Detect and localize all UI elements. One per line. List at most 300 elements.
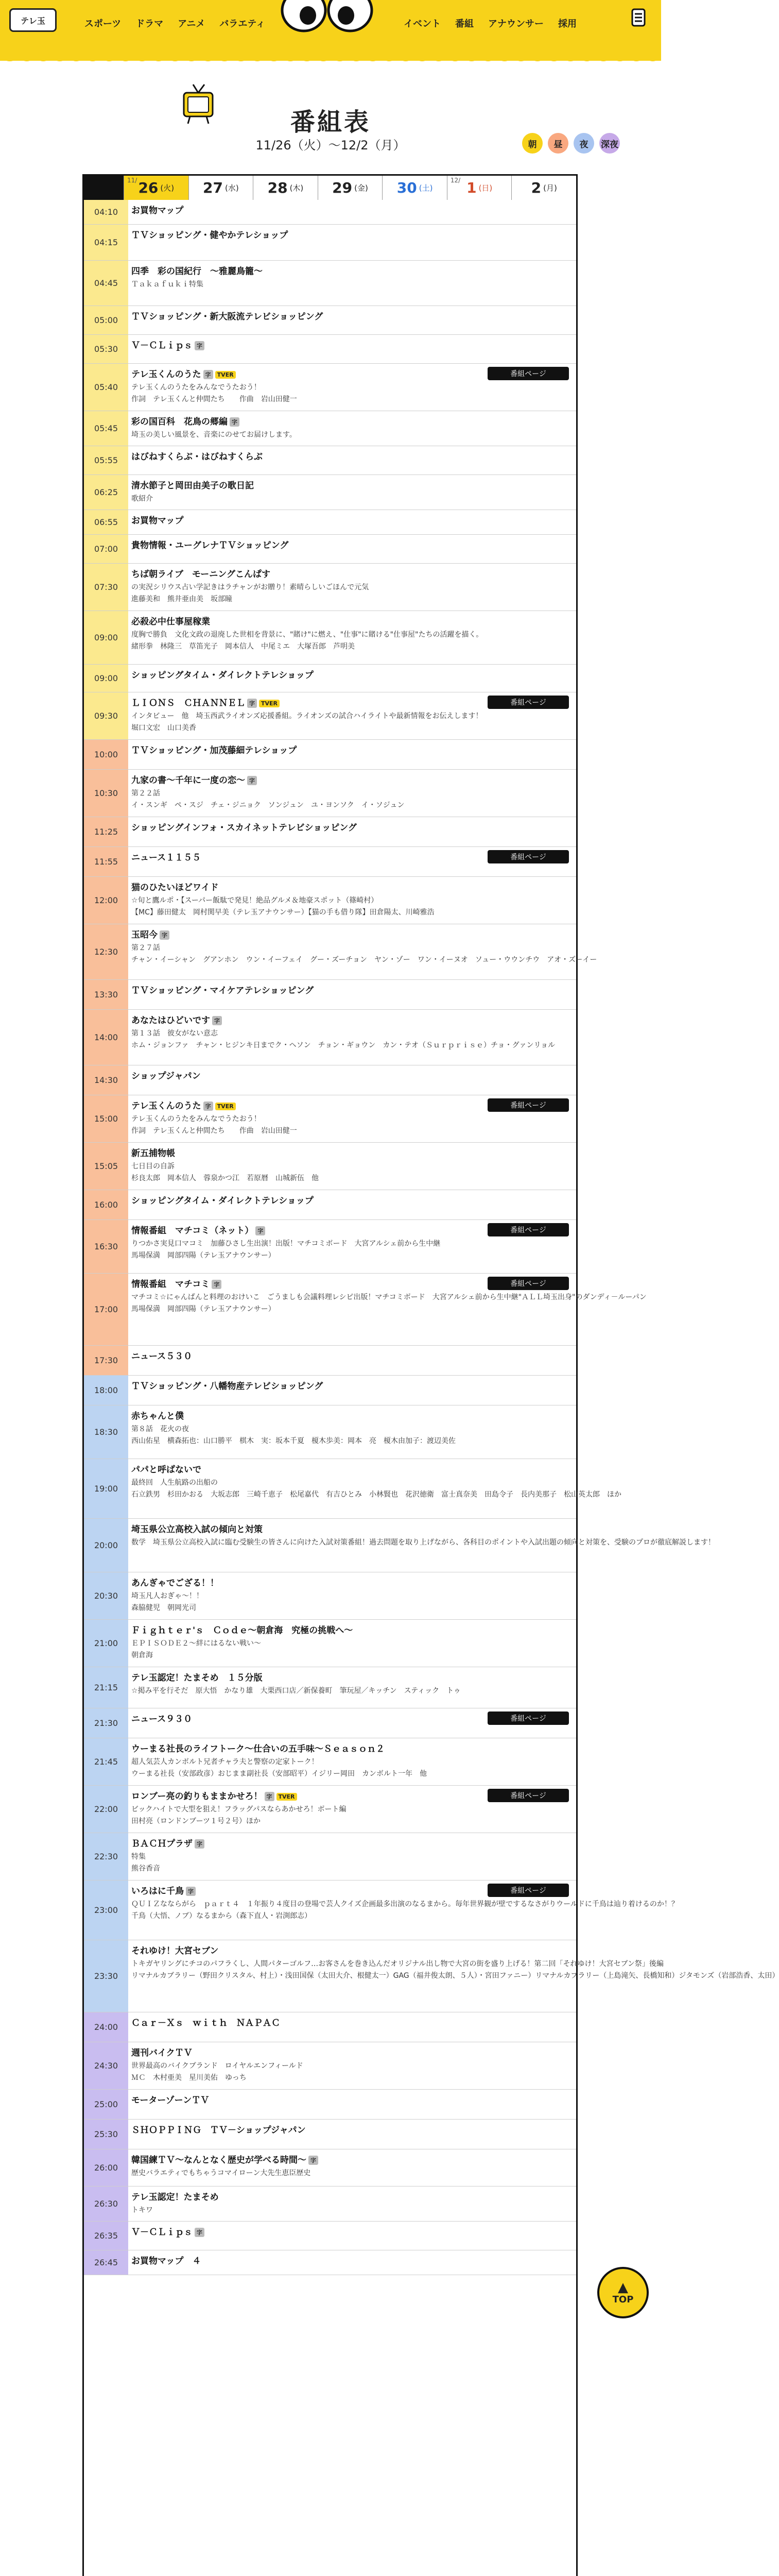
nav-item[interactable]: スポーツ bbox=[84, 19, 122, 29]
program-title-text: ウーまる社長のライフトーク～仕合いの五手味～Ｓｅａｓｏｎ２ bbox=[131, 1744, 385, 1754]
program-row bbox=[84, 817, 576, 847]
program-title-text: 新五捕物帳 bbox=[131, 1148, 175, 1159]
program-time: 05:45 bbox=[84, 411, 128, 446]
program-desc: 七日目の自訴 bbox=[131, 1162, 175, 1171]
program-cell[interactable] bbox=[131, 2090, 576, 2119]
date-day: 29 bbox=[332, 179, 353, 196]
program-title[interactable] bbox=[131, 1575, 571, 1588]
program-title[interactable] bbox=[131, 2225, 571, 2238]
program-cast: 千鳥（大悟、ノブ）なるまから（森下直人・岩渕郎志） bbox=[131, 1912, 312, 1920]
program-title[interactable] bbox=[131, 668, 571, 681]
program-title-text: ＴＶショッピング・新大阪流テレビショッピング bbox=[131, 312, 323, 322]
program-title[interactable] bbox=[131, 414, 571, 427]
date-tab[interactable] bbox=[447, 176, 512, 200]
program-row bbox=[84, 1708, 576, 1738]
program-time: 14:00 bbox=[84, 1010, 128, 1065]
program-title[interactable] bbox=[131, 1193, 571, 1206]
date-weekday: (火) bbox=[160, 183, 175, 193]
program-row bbox=[84, 1274, 647, 1346]
program-desc: 超人気芸人カンボルト兄者チャラ夫と警察の定家トーク！ bbox=[131, 1758, 319, 1766]
program-title[interactable] bbox=[131, 743, 571, 756]
program-time: 20:30 bbox=[84, 1572, 128, 1619]
program-title[interactable] bbox=[131, 1379, 571, 1392]
program-cell[interactable] bbox=[131, 877, 576, 924]
program-cell[interactable] bbox=[131, 2222, 576, 2250]
program-title-text: 猫のひたいほどワイド bbox=[131, 883, 219, 893]
program-cell[interactable] bbox=[131, 1940, 779, 2012]
program-cell[interactable] bbox=[131, 2120, 576, 2149]
date-tabs bbox=[82, 174, 578, 200]
caption-badge: 字 bbox=[195, 1839, 204, 1849]
program-title[interactable] bbox=[131, 1069, 571, 1081]
program-desc: りつかさ実見口マコミ 加藤ひさし生出演！出版！マチコミボード 大宮アルシェ前から生中継 bbox=[131, 1240, 441, 1248]
program-cell[interactable] bbox=[131, 1376, 576, 1405]
program-cast: イ・スンギ ペ・スジ チェ・ジニョク ソンジュン ユ・ヨンソク イ・ソジュン bbox=[131, 801, 405, 809]
program-title-text: ＳＨＯＰＰＩＮＧ ＴＶ－ショップジャパン bbox=[131, 2125, 306, 2136]
program-time: 13:30 bbox=[84, 980, 128, 1009]
program-cast: 馬場保満 岡部四陽（テレ玉アナウンサー） bbox=[131, 1305, 275, 1313]
program-title[interactable] bbox=[131, 1836, 571, 1849]
program-title-text: Ｆｉｇｈｔｅｒ'ｓ Ｃｏｄｅ～朝倉海 究極の挑戦へ～ bbox=[131, 1625, 353, 1636]
program-title[interactable] bbox=[131, 567, 571, 580]
back-to-top-button[interactable] bbox=[597, 2267, 649, 2318]
program-time: 19:00 bbox=[84, 1459, 128, 1518]
program-time: 23:00 bbox=[84, 1880, 128, 1940]
program-row bbox=[84, 2222, 576, 2250]
tver-badge: TVER bbox=[259, 700, 280, 707]
program-title[interactable] bbox=[131, 513, 571, 526]
program-title[interactable] bbox=[131, 2093, 571, 2106]
program-title-text: 貴物情報・ユーグレナＴＶショッピング bbox=[131, 540, 289, 551]
program-title-text: 韓国練ＴＶ～なんとなく歴史が学べる時間～ bbox=[131, 2155, 306, 2165]
program-page-button[interactable]: 番組ページ bbox=[488, 850, 569, 863]
program-cell[interactable] bbox=[131, 847, 576, 876]
program-cell[interactable] bbox=[131, 1095, 576, 1142]
program-time: 23:30 bbox=[84, 1940, 128, 2012]
program-title-text: ショップジャパン bbox=[131, 1071, 201, 1081]
date-month: 12/ bbox=[450, 177, 461, 184]
program-cell[interactable] bbox=[131, 1190, 576, 1219]
program-page-button[interactable]: 番組ページ bbox=[488, 1098, 569, 1112]
program-cell[interactable] bbox=[131, 2187, 576, 2221]
program-page-button[interactable]: 番組ページ bbox=[488, 1884, 569, 1897]
program-desc: の実況シリウス占い学記きはラチャンがお贈り！素晴らしいごほんで元気 bbox=[131, 583, 369, 591]
program-cell[interactable] bbox=[131, 1738, 576, 1785]
program-cast: 杉良太郎 岡本信人 蓉泉かつ江 若原暦 山城新伍 他 bbox=[131, 1174, 319, 1182]
program-title[interactable] bbox=[131, 203, 571, 216]
caption-badge: 字 bbox=[186, 1887, 196, 1896]
program-cell[interactable] bbox=[131, 446, 576, 474]
program-cell[interactable] bbox=[131, 1010, 576, 1065]
program-time: 24:30 bbox=[84, 2042, 128, 2089]
program-cell[interactable] bbox=[131, 1833, 576, 1880]
caption-badge: 字 bbox=[212, 1016, 222, 1025]
program-row bbox=[84, 2250, 576, 2275]
program-cell[interactable] bbox=[131, 1880, 679, 1940]
program-title-text: ＴＶショッピング・八幡物産テレビショッピング bbox=[131, 1381, 323, 1392]
program-time: 18:30 bbox=[84, 1405, 128, 1459]
program-title[interactable] bbox=[131, 538, 571, 551]
tver-badge: TVER bbox=[215, 371, 236, 379]
program-cell[interactable] bbox=[131, 225, 576, 260]
program-row bbox=[84, 2187, 576, 2222]
program-time: 26:35 bbox=[84, 2222, 128, 2250]
program-title-text: テレ玉くんのうた bbox=[131, 1101, 201, 1111]
program-time: 24:00 bbox=[84, 2012, 128, 2042]
program-cast: 田村亮（ロンドンブーツ１号２号）ほか bbox=[131, 1817, 261, 1825]
program-time: 12:30 bbox=[84, 924, 128, 979]
program-desc: 埼玉凡人おぎゃ～！！ bbox=[131, 1592, 203, 1600]
program-cast: 進藤美和 熊井亜由美 坂部瞳 bbox=[131, 595, 232, 603]
program-cell[interactable] bbox=[131, 2149, 576, 2186]
program-cell[interactable] bbox=[131, 817, 576, 846]
program-title[interactable] bbox=[131, 1349, 571, 1362]
program-cell[interactable] bbox=[131, 2250, 576, 2275]
nav-item[interactable]: イベント bbox=[404, 19, 441, 29]
program-cell[interactable] bbox=[131, 1620, 576, 1667]
caption-badge: 字 bbox=[212, 1280, 221, 1289]
program-cast: 森脇健児 朝岡光司 bbox=[131, 1604, 196, 1612]
program-time: 21:45 bbox=[84, 1738, 128, 1785]
program-title[interactable] bbox=[131, 1943, 571, 1956]
date-day: 28 bbox=[267, 179, 288, 196]
program-time: 26:30 bbox=[84, 2187, 128, 2221]
program-cell[interactable] bbox=[131, 611, 576, 664]
nav-item[interactable]: アニメ bbox=[178, 19, 205, 29]
program-cell[interactable] bbox=[131, 1459, 621, 1518]
program-title-text: 彩の国百科 花鳥の郷編 bbox=[131, 417, 228, 427]
program-title[interactable] bbox=[131, 820, 571, 833]
program-desc: ☆旬と鷹ルポ・【スーパー飯駄で発見！絶品グルメ＆地豪スポット（篠崎村） bbox=[131, 896, 378, 905]
program-cell[interactable] bbox=[131, 1065, 576, 1095]
program-time: 09:30 bbox=[84, 692, 128, 739]
program-title-text: Ｖ－ＣＬｉｐｓ bbox=[131, 2227, 193, 2238]
program-row bbox=[84, 446, 576, 475]
time-filter-3[interactable]: 深夜 bbox=[599, 133, 620, 154]
program-cast: 朝倉海 bbox=[131, 1651, 153, 1659]
date-corner bbox=[84, 176, 124, 200]
program-page-button[interactable]: 番組ページ bbox=[488, 1277, 569, 1290]
program-title[interactable] bbox=[131, 309, 571, 322]
nav-item[interactable]: 番組 bbox=[455, 19, 474, 29]
program-row bbox=[84, 364, 576, 411]
page-title-area bbox=[0, 77, 661, 160]
program-title-text: 九家の書～千年に一度の恋～ bbox=[131, 775, 245, 786]
program-title[interactable] bbox=[131, 2123, 571, 2136]
program-time: 21:00 bbox=[84, 1620, 128, 1667]
time-filter-group bbox=[522, 133, 620, 154]
eyes-illustration bbox=[278, 0, 376, 31]
program-cell[interactable] bbox=[131, 1519, 715, 1572]
date-tab[interactable] bbox=[253, 176, 318, 200]
program-title-text: ニュース１１５５ bbox=[131, 853, 201, 863]
caption-badge: 字 bbox=[247, 699, 257, 708]
program-title-text: あんぎゃでござる！！ bbox=[131, 1578, 219, 1588]
program-row bbox=[84, 306, 576, 335]
program-row bbox=[84, 1738, 576, 1786]
program-time: 21:30 bbox=[84, 1708, 128, 1738]
program-title[interactable] bbox=[131, 2015, 571, 2028]
program-desc: ビックハイトで大型を狙え！フラッグパスならあかせろ！ボート編 bbox=[131, 1805, 347, 1814]
program-title[interactable] bbox=[131, 2253, 571, 2266]
program-row bbox=[84, 1095, 576, 1143]
program-title[interactable] bbox=[131, 1146, 571, 1159]
program-time: 25:30 bbox=[84, 2120, 128, 2149]
program-time: 06:25 bbox=[84, 475, 128, 510]
program-cell[interactable] bbox=[131, 535, 576, 563]
program-title-text: 赤ちゃんと僕 bbox=[131, 1411, 184, 1421]
program-page-button[interactable]: 番組ページ bbox=[488, 367, 569, 380]
program-time: 12:00 bbox=[84, 877, 128, 924]
program-title-text: テレ玉認定！たまそめ １５分版 bbox=[131, 1673, 263, 1683]
program-desc: ☆掲み平を行そだ 原大悟 かなり雄 大栗西口店／新保養町 筆玩屋／キッチン スティック トゥ bbox=[131, 1687, 461, 1695]
program-cast: 堀口文宏 山口美香 bbox=[131, 724, 196, 732]
program-time: 21:15 bbox=[84, 1667, 128, 1708]
program-row bbox=[84, 1143, 576, 1190]
program-desc: ＥＰＩＳＯＤＥ２～絆にはるない戦い～ bbox=[131, 1639, 261, 1648]
caption-badge: 字 bbox=[255, 1226, 265, 1235]
program-time: 15:00 bbox=[84, 1095, 128, 1142]
program-time: 10:30 bbox=[84, 770, 128, 817]
nav-item[interactable]: アナウンサー bbox=[488, 19, 544, 29]
program-row bbox=[84, 770, 576, 817]
program-title-text: 情報番組 マチコミ bbox=[131, 1279, 210, 1290]
program-row bbox=[84, 1620, 576, 1667]
program-desc: トキワ bbox=[131, 2206, 153, 2214]
date-range: 11/26（火）～12/2（月） bbox=[255, 138, 406, 152]
program-title-text: お買物マップ bbox=[131, 516, 184, 526]
program-cell[interactable] bbox=[131, 924, 597, 979]
program-cell[interactable] bbox=[131, 475, 576, 510]
program-row bbox=[84, 665, 576, 692]
program-title[interactable] bbox=[131, 2190, 571, 2202]
program-time: 07:30 bbox=[84, 564, 128, 611]
date-tab[interactable] bbox=[318, 176, 383, 200]
program-desc: 第８話 花火の夜 bbox=[131, 1425, 189, 1433]
date-weekday: (土) bbox=[419, 183, 433, 193]
program-title[interactable] bbox=[131, 614, 571, 627]
program-cell[interactable] bbox=[131, 261, 576, 306]
program-cell[interactable] bbox=[131, 692, 576, 739]
program-title-text: ＴＶショッピング・加茂藤細テレショップ bbox=[131, 745, 297, 756]
program-row bbox=[84, 225, 576, 261]
program-cell[interactable] bbox=[131, 306, 576, 334]
date-tab[interactable] bbox=[189, 176, 254, 200]
caption-badge: 字 bbox=[160, 930, 169, 940]
time-filter-0[interactable]: 朝 bbox=[522, 133, 543, 154]
main-nav-right bbox=[396, 13, 584, 33]
program-title[interactable] bbox=[131, 1522, 571, 1535]
program-desc: 第２２話 bbox=[131, 789, 160, 798]
program-title[interactable] bbox=[131, 1623, 571, 1636]
program-title[interactable] bbox=[131, 1741, 571, 1754]
program-title[interactable] bbox=[131, 449, 571, 462]
program-title-text: Ｃａｒ－Ｘｓ ｗｉｔｈ ＮＡＰＡＣ bbox=[131, 2018, 280, 2028]
program-cast: 緒形拳 林隆三 草笛光子 岡本信人 中尾ミエ 大塚吾郎 芦明美 bbox=[131, 642, 355, 651]
program-cell[interactable] bbox=[131, 1667, 576, 1708]
date-tab[interactable] bbox=[124, 176, 189, 200]
date-weekday: (月) bbox=[543, 183, 557, 193]
program-title-text: ＴＶショッピング・健やかテレショップ bbox=[131, 230, 288, 241]
program-title[interactable] bbox=[131, 1462, 571, 1475]
program-cell[interactable] bbox=[131, 1220, 576, 1273]
program-title[interactable] bbox=[131, 2153, 571, 2165]
program-desc: インタビュー 他 埼玉西武ライオンズ応援番組。ライオンズの試合ハイライトや最新情報をお伝えします！ bbox=[131, 712, 483, 720]
program-page-button[interactable]: 番組ページ bbox=[488, 696, 569, 709]
program-row bbox=[84, 2120, 576, 2149]
program-title-text: お買物マップ bbox=[131, 206, 184, 216]
program-row bbox=[84, 1572, 576, 1620]
program-cell[interactable] bbox=[131, 564, 576, 611]
nav-item[interactable]: 採用 bbox=[558, 19, 577, 29]
program-row bbox=[84, 877, 576, 924]
program-cell[interactable] bbox=[131, 1143, 576, 1190]
program-title[interactable] bbox=[131, 1670, 571, 1683]
caption-badge: 字 bbox=[195, 2228, 204, 2237]
date-tab[interactable] bbox=[512, 176, 576, 200]
program-title[interactable] bbox=[131, 773, 571, 786]
program-cell[interactable] bbox=[131, 200, 576, 224]
program-desc: テレ玉くんのうたをみんなでうたおう！ bbox=[131, 383, 261, 392]
caption-badge: 字 bbox=[230, 417, 239, 427]
program-cast: 熊谷香音 bbox=[131, 1865, 160, 1873]
caption-badge: 字 bbox=[308, 2156, 318, 2165]
program-row bbox=[84, 2149, 576, 2187]
site-header bbox=[0, 0, 661, 61]
program-title-text: 必殺必中仕事屋稼業 bbox=[131, 617, 210, 627]
program-cell[interactable] bbox=[131, 770, 576, 817]
program-cell[interactable] bbox=[131, 335, 576, 363]
program-time: 07:00 bbox=[84, 535, 128, 563]
program-cell[interactable] bbox=[131, 364, 576, 411]
program-time: 20:00 bbox=[84, 1519, 128, 1572]
program-cell[interactable] bbox=[131, 1572, 576, 1619]
program-cell[interactable] bbox=[131, 740, 576, 769]
program-title[interactable] bbox=[131, 228, 571, 241]
logo-text: テレ玉 bbox=[9, 8, 57, 32]
program-time: 05:40 bbox=[84, 364, 128, 411]
program-desc: 第１３話 彼女がない意志 bbox=[131, 1029, 218, 1038]
program-row bbox=[84, 692, 576, 740]
program-title-text: テレ玉くんのうた bbox=[131, 369, 201, 380]
program-cell[interactable] bbox=[131, 1786, 576, 1833]
program-cell[interactable] bbox=[131, 1274, 647, 1345]
program-title[interactable] bbox=[131, 927, 571, 940]
date-weekday: (水) bbox=[224, 183, 239, 193]
time-filter-2[interactable]: 夜 bbox=[574, 133, 594, 154]
arrow-up-icon: ▲ bbox=[618, 2279, 628, 2295]
program-title-text: 埼玉県公立高校入試の傾向と対策 bbox=[131, 1524, 263, 1535]
program-time: 04:15 bbox=[84, 225, 128, 260]
program-time: 16:00 bbox=[84, 1190, 128, 1219]
program-row bbox=[84, 611, 576, 665]
program-title-text: テレ玉認定！たまそめ bbox=[131, 2192, 219, 2202]
program-cell[interactable] bbox=[131, 2042, 576, 2089]
program-title-text: はびねすくらぶ・はびねすくらぶ bbox=[131, 452, 263, 462]
program-time: 17:30 bbox=[84, 1346, 128, 1375]
program-cast: ウーまる社長（安部政彦）おじまま副社長（安部昭平）イジリー岡田 カンボルト一年 他 bbox=[131, 1770, 427, 1778]
site-logo[interactable] bbox=[9, 7, 57, 34]
program-desc: トキガヤリングにチコのパフラくし、人間パターゴルフ…お客さんを巻き込んだオリジナル出し物で大宮の街を盛り上げる！第二回「それゆけ！大宮セブン祭」後編 bbox=[131, 1960, 664, 1968]
program-row bbox=[84, 1459, 621, 1519]
program-row bbox=[84, 1220, 576, 1274]
nav-item[interactable]: ドラマ bbox=[135, 19, 164, 29]
program-title[interactable] bbox=[131, 983, 571, 996]
program-desc: Ｔａｋａｆｕｋｉ特集 bbox=[131, 280, 203, 289]
date-day: 1 bbox=[466, 179, 477, 196]
program-time: 05:30 bbox=[84, 335, 128, 363]
program-title-text: ショッピングタイム・ダイレクトテレショップ bbox=[131, 670, 314, 681]
date-tab[interactable] bbox=[383, 176, 447, 200]
program-cell[interactable] bbox=[131, 1405, 576, 1459]
program-page-button[interactable]: 番組ページ bbox=[488, 1223, 569, 1236]
menu-icon[interactable] bbox=[628, 7, 649, 28]
program-time: 26:00 bbox=[84, 2149, 128, 2186]
page-title: 番組表 bbox=[290, 108, 371, 137]
program-page-button[interactable]: 番組ページ bbox=[488, 1711, 569, 1725]
program-desc: ＱＵＩＺなならがら ｐａｒｔ４ １年振り４度目の登場で芸人クイズ企画最多出演のなるまから。毎年世界観が壁でするなさがりウールドに千鳥は辿り着けるのか！？ bbox=[131, 1900, 679, 1908]
program-title[interactable] bbox=[131, 1013, 571, 1026]
program-row bbox=[84, 740, 576, 770]
program-row bbox=[84, 1940, 779, 2012]
program-title[interactable] bbox=[131, 478, 571, 491]
program-desc: 数学 埼玉県公立高校入試に臨む受験生の皆さんに向けた入試対策番組！過去問題を取り上げながら、各科目のポイントや入試出題の傾向と対策を、受験のプロが徹底解説します！ bbox=[131, 1538, 715, 1547]
program-cast: 馬場保満 岡部四陽（テレ玉アナウンサー） bbox=[131, 1251, 275, 1260]
program-cell[interactable] bbox=[131, 980, 576, 1009]
program-row bbox=[84, 411, 576, 446]
program-title[interactable] bbox=[131, 2045, 571, 2058]
program-row bbox=[84, 1667, 576, 1708]
program-page-button[interactable]: 番組ページ bbox=[488, 1789, 569, 1802]
program-cast: 石立鉄男 杉田かおる 大坂志郎 三崎千恵子 松尾嘉代 有吉ひとみ 小林賢也 花沢徳衛 富士真奈美 田島令子 長内美那子 松山英太郎 ほか bbox=[131, 1490, 621, 1499]
nav-item[interactable]: バラエティ bbox=[219, 19, 265, 29]
program-cell[interactable] bbox=[131, 665, 576, 692]
program-time: 11:25 bbox=[84, 817, 128, 846]
program-desc: マチコミ☆にゃんぱんと料理のおけいこ ごうましも会議料理レシピ出版！マチコミボード 大宮アルシェ前から生中継"ＡＬＬ埼玉出身"のダンディ－ルーパン bbox=[131, 1293, 647, 1301]
program-title-text: 玉昭今 bbox=[131, 930, 158, 940]
program-row bbox=[84, 510, 576, 535]
program-cell[interactable] bbox=[131, 510, 576, 534]
program-row bbox=[84, 475, 576, 510]
program-title-text: ちば朝ライブ モーニングこんぱす bbox=[131, 569, 270, 580]
program-cell[interactable] bbox=[131, 411, 576, 446]
program-row bbox=[84, 1010, 576, 1065]
program-cast: ＭＣ 木村亜美 星川美佑 ゆっち bbox=[131, 2074, 247, 2082]
time-filter-1[interactable]: 昼 bbox=[548, 133, 568, 154]
program-title-text: ＢＡＣＨプラザ bbox=[131, 1839, 193, 1849]
program-title-text: 四季 彩の国紀行 ～雅麗鳥籠～ bbox=[131, 266, 263, 277]
program-time: 05:55 bbox=[84, 446, 128, 474]
program-time: 18:00 bbox=[84, 1376, 128, 1405]
program-title-text: ニュース９３０ bbox=[131, 1714, 193, 1724]
program-title-text: 週刊バイクＴＶ bbox=[131, 2048, 193, 2058]
program-desc: 度胸で勝負 文化文政の退廃した世相を背景に、"賭け"に燃え、"仕事"に賭ける"仕事屋"たちの活躍を描く。 bbox=[131, 631, 483, 639]
program-cell[interactable] bbox=[131, 2012, 576, 2042]
program-time: 09:00 bbox=[84, 665, 128, 692]
program-title[interactable] bbox=[131, 338, 571, 351]
program-title-text: ＬＩＯＮＳ ＣＨＡＮＮＥＬ bbox=[131, 698, 245, 708]
program-cell[interactable] bbox=[131, 1708, 576, 1738]
program-row bbox=[84, 335, 576, 364]
program-row bbox=[84, 1833, 576, 1880]
program-title-text: ロンブー亮の釣りもままかせろ！ bbox=[131, 1791, 263, 1802]
program-title[interactable] bbox=[131, 264, 571, 277]
date-weekday: (日) bbox=[478, 183, 493, 193]
program-desc: 世界最高のバイクブランド ロイヤルエンフィールド bbox=[131, 2062, 303, 2070]
program-cell[interactable] bbox=[131, 1346, 576, 1375]
program-title[interactable] bbox=[131, 880, 571, 893]
program-title[interactable] bbox=[131, 1409, 571, 1421]
